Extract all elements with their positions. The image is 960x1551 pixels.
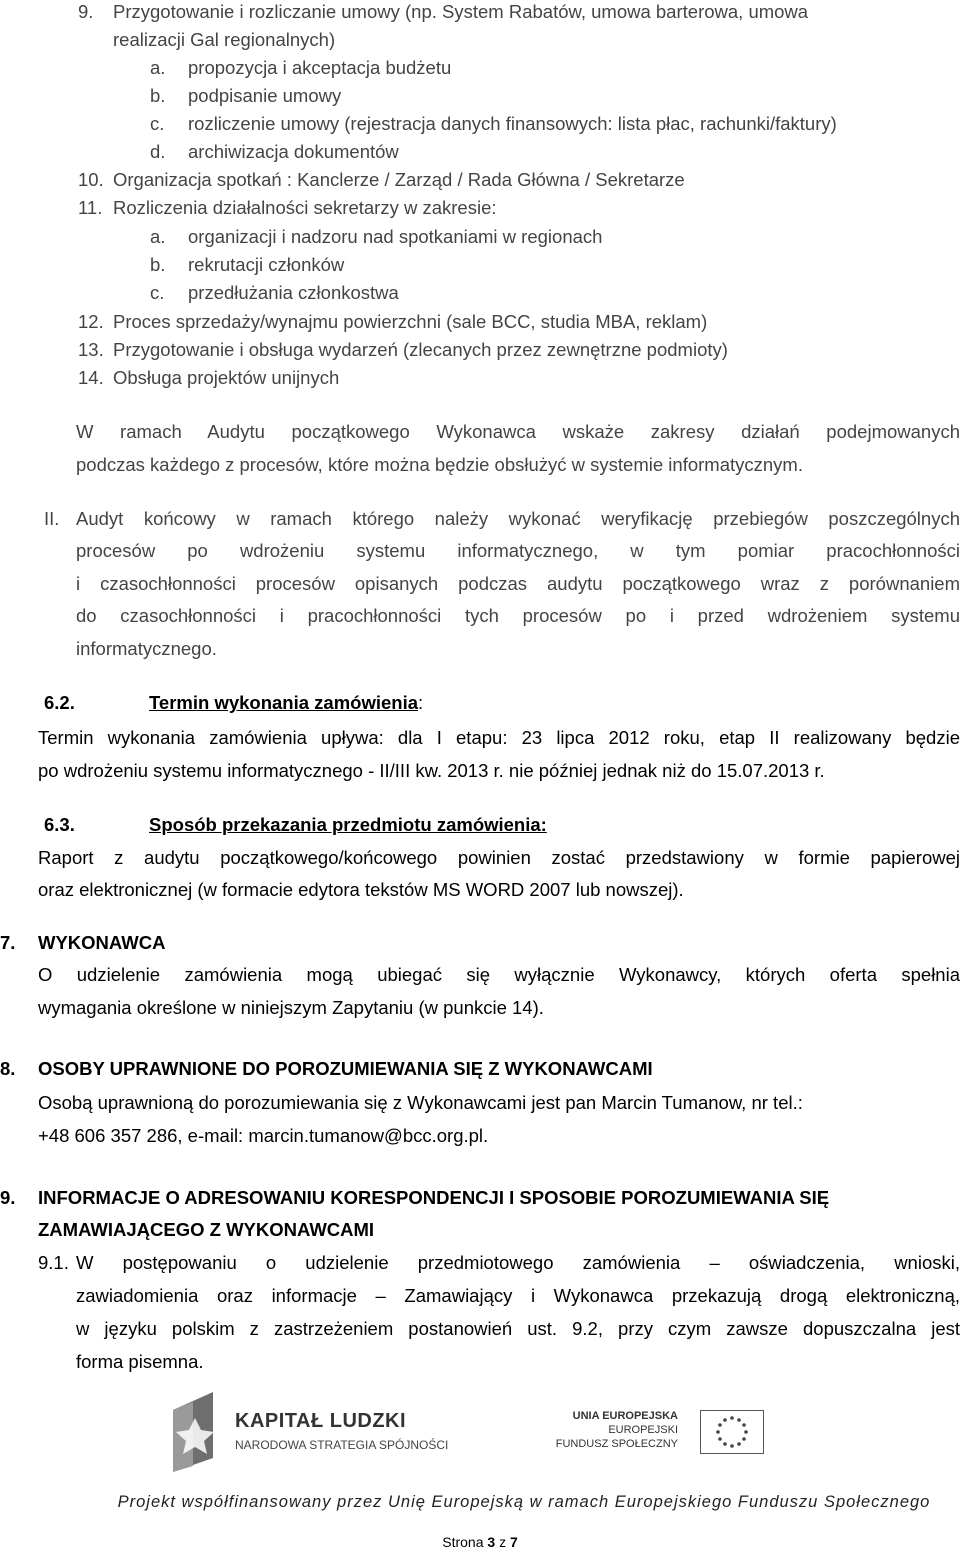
page-prefix: Strona [442,1534,484,1550]
list-num: 14. [78,367,104,388]
list-item-text: podpisanie umowy [188,85,342,106]
section-num: 8. [0,1058,16,1079]
paragraph-line: i czasochłonności procesów opisanych podczas audytu początkowego wraz z porównaniem [76,573,960,594]
paragraph-line: forma pisemna. [76,1351,204,1372]
kapital-ludzki-title: KAPITAŁ LUDZKI [235,1410,407,1432]
page-of: z [499,1534,507,1550]
footer-text: Projekt współfinansowany przez Unię Europejską w ramach Europejskiego Funduszu Społecznego [117,1493,931,1511]
list-num: 9. [78,1,94,22]
paragraph-line: Raport z audytu początkowego/końcowego powinien zostać przedstawiony w formie papierowej [38,847,960,868]
paragraph-line: O udzielenie zamówienia mogą ubiegać się wyłącznie Wykonawcy, których oferta spełnia [38,964,960,985]
list-num: b. [150,254,166,275]
list-num: b. [150,85,166,106]
paragraph-line: W postępowaniu o udzielenie przedmiotowego zamówienia – oświadczenia, wnioski, [76,1252,960,1273]
list-item-text: rozliczenie umowy (rejestracja danych finansowych: lista płac, rachunki/faktury) [188,113,837,134]
section-num: 6.3. [44,814,75,835]
list-item-text: propozycja i akceptacja budżetu [188,57,452,78]
list-num: 11. [78,197,103,218]
paragraph-line: do czasochłonności i pracochłonności tych procesów po i przed wdrożeniem systemu [76,605,960,626]
list-num: 13. [78,339,104,360]
list-item-text: Przygotowanie i rozliczanie umowy (np. System Rabatów, umowa barterowa, umowa [113,1,809,22]
section-num: II. [44,508,60,529]
unia-europejska-logo [555,1410,788,1460]
paragraph-line: Termin wykonania zamówienia upływa: dla I etapu: 23 lipca 2012 roku, etap II realizowany będzie [38,727,960,748]
list-num: c. [150,113,165,134]
paragraph-line: procesów po wdrożeniu systemu informatycznego, w tym pomiar pracochłonności [76,540,960,561]
list-item-text: Organizacja spotkań : Kanclerze / Zarząd / Rada Główna / Sekretarze [113,169,685,190]
kapital-ludzki-subtitle: NARODOWA STRATEGIA SPÓJNOŚCI [235,1438,449,1452]
kapital-ludzki-logo [165,1388,449,1474]
paragraph-line: po wdrożeniu systemu informatycznego - II/III kw. 2013 r. nie później jednak niż do 15.07.2013 r. [38,760,825,781]
section-title-colon: : [418,692,424,713]
paragraph-line: W ramach Audytu początkowego Wykonawca wskaże zakresy działań podejmowanych [76,421,960,442]
eu-flag-icon [700,1410,764,1454]
list-item-text: Obsługa projektów unijnych [113,367,340,388]
page-number [0,1533,960,1551]
list-num: c. [150,282,165,303]
ue-line-3: FUNDUSZ SPOŁECZNY [555,1438,678,1450]
list-num: a. [150,226,166,247]
list-item-text: przedłużania członkostwa [188,282,399,303]
list-item-text-continuation: realizacji Gal regionalnych) [113,29,336,50]
list-item-text: rekrutacji członków [188,254,345,275]
section-title: Sposób przekazania przedmiotu zamówienia: [149,814,547,835]
paragraph-line: w języku polskim z zastrzeżeniem postanowień ust. 9.2, przy czym zawsze dopuszczalna jest [76,1318,960,1339]
page-total: 7 [509,1534,518,1550]
paragraph-line: informatycznego. [76,638,217,659]
section-title: Termin wykonania zamówienia [149,692,419,713]
list-num: a. [150,57,166,78]
list-item-text: Proces sprzedaży/wynajmu powierzchni (sale BCC, studia MBA, reklam) [113,311,708,332]
paragraph-line: Audyt końcowy w ramach którego należy wykonać weryfikację przebiegów poszczególnych [76,508,960,529]
paragraph-line: Osobą uprawnioną do porozumiewania się z Wykonawcami jest pan Marcin Tumanow, nr tel.: [38,1092,803,1113]
subsection-num: 9.1. [38,1252,69,1273]
ue-line-2: EUROPEJSKI [608,1424,678,1436]
section-heading [149,691,423,715]
list-item-text: Rozliczenia działalności sekretarzy w zakresie: [113,197,497,218]
paragraph-line: podczas każdego z procesów, które można będzie obsłużyć w systemie informatycznym. [76,454,803,475]
section-num: 9. [0,1187,16,1208]
section-title: OSOBY UPRAWNIONE DO POROZUMIEWANIA SIĘ Z WYKONAWCAMI [38,1058,653,1079]
list-item-text: Przygotowanie i obsługa wydarzeń (zlecanych przez zewnętrzne podmioty) [113,339,728,360]
paragraph-line: +48 606 357 286, e-mail: marcin.tumanow@bcc.org.pl. [38,1125,489,1146]
paragraph-line: wymagania określone w niniejszym Zapytaniu (w punkcie 14). [38,997,544,1018]
kapital-ludzki-emblem-icon [165,1388,225,1474]
list-num: 12. [78,311,104,332]
section-num: 7. [0,932,16,953]
paragraph-line: oraz elektronicznej (w formacie edytora tekstów MS WORD 2007 lub nowszej). [38,879,684,900]
list-item-text: organizacji i nadzoru nad spotkaniami w regionach [188,226,603,247]
list-item-text: archiwizacja dokumentów [188,141,399,162]
section-title-line: ZAMAWIAJĄCEGO Z WYKONAWCAMI [38,1219,375,1240]
list-num: d. [150,141,166,162]
paragraph-line: zawiadomienia oraz informacje – Zamawiający i Wykonawca przekazują drogą elektroniczną, [76,1285,960,1306]
list-num: 10. [78,169,104,190]
ue-line-1: UNIA EUROPEJSKA [572,1410,678,1422]
section-title-line: INFORMACJE O ADRESOWANIU KORESPONDENCJI I SPOSOBIE POROZUMIEWANIA SIĘ [38,1187,830,1208]
section-title: WYKONAWCA [38,932,166,953]
section-num: 6.2. [44,692,75,713]
page-current: 3 [487,1534,496,1550]
